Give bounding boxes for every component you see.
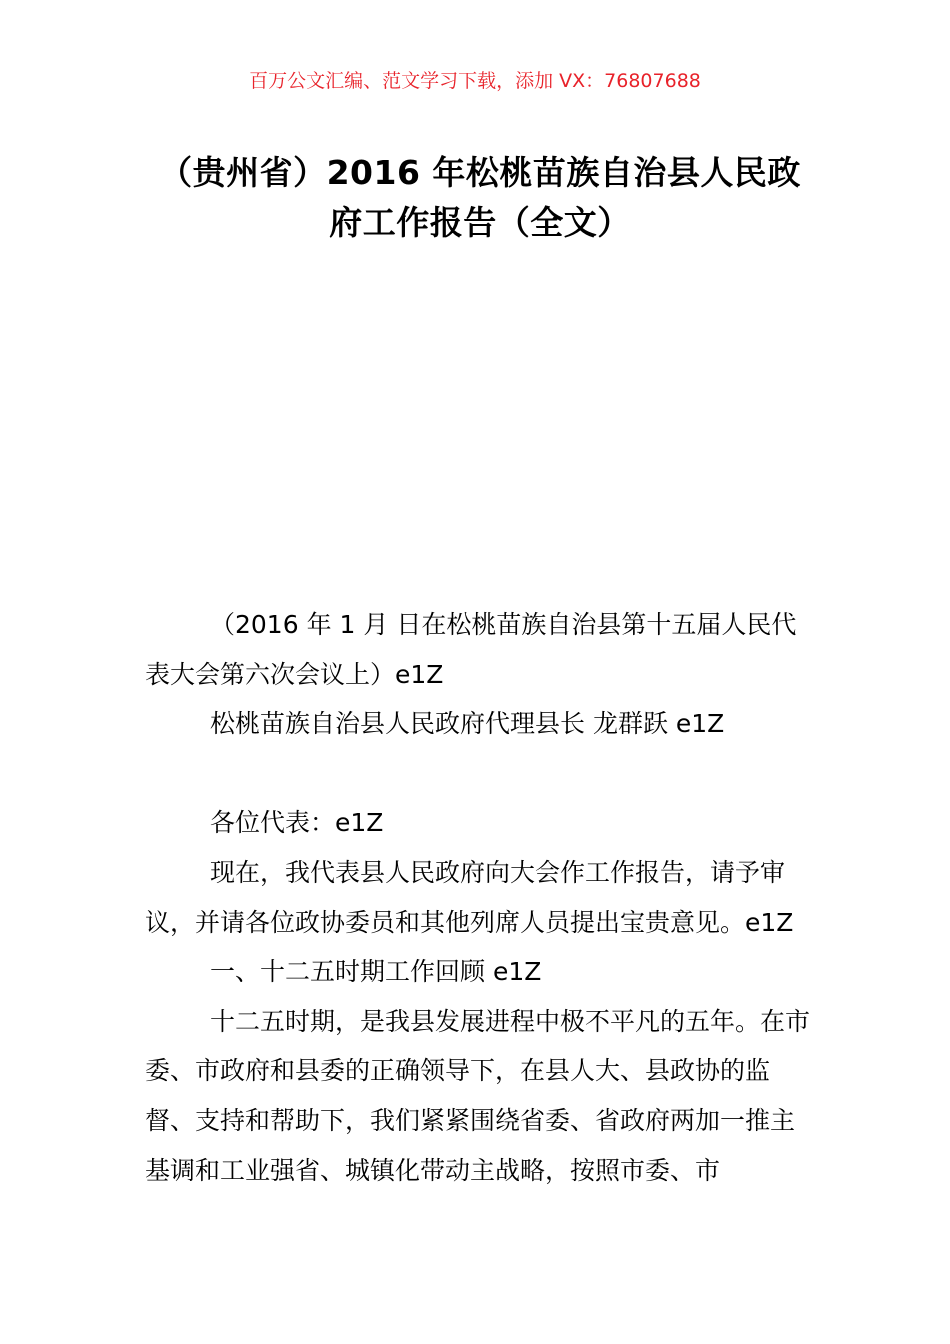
salutation: 各位代表：e1Z [210, 808, 384, 838]
body-paragraph: 十二五时期，是我县发展进程中极不平凡的五年。在市委、市政府和县委的正确领导下，在县人大、县政协的监督、支持和帮助下，我们紧紧围绕省委、省政府两加一推主基调和工业强省、城镇化带动主战略，按照市委、市 [145, 1006, 811, 1185]
document-title [145, 148, 815, 248]
title-line-1: （贵州省）2016 年松桃苗族自治县人民政 [159, 153, 801, 192]
blank-line [145, 749, 810, 799]
title-line-2: 府工作报告（全文） [329, 203, 631, 242]
header-note: 百万公文汇编、范文学习下载，添加 VX：76807688 [249, 70, 701, 92]
speaker-line: 松桃苗族自治县人民政府代理县长 龙群跃 e1Z [210, 709, 725, 739]
body-paragraph: 现在，我代表县人民政府向大会作工作报告，请予审议，并请各位政协委员和其他列席人员提出宝贵意见。e1Z [145, 857, 794, 937]
document-body [145, 600, 810, 1195]
meeting-note: （2016 年 1 月 日在松桃苗族自治县第十五届人民代表大会第六次会议上）e1Z [145, 610, 797, 689]
section-heading: 一、十二五时期工作回顾 e1Z [210, 957, 542, 987]
